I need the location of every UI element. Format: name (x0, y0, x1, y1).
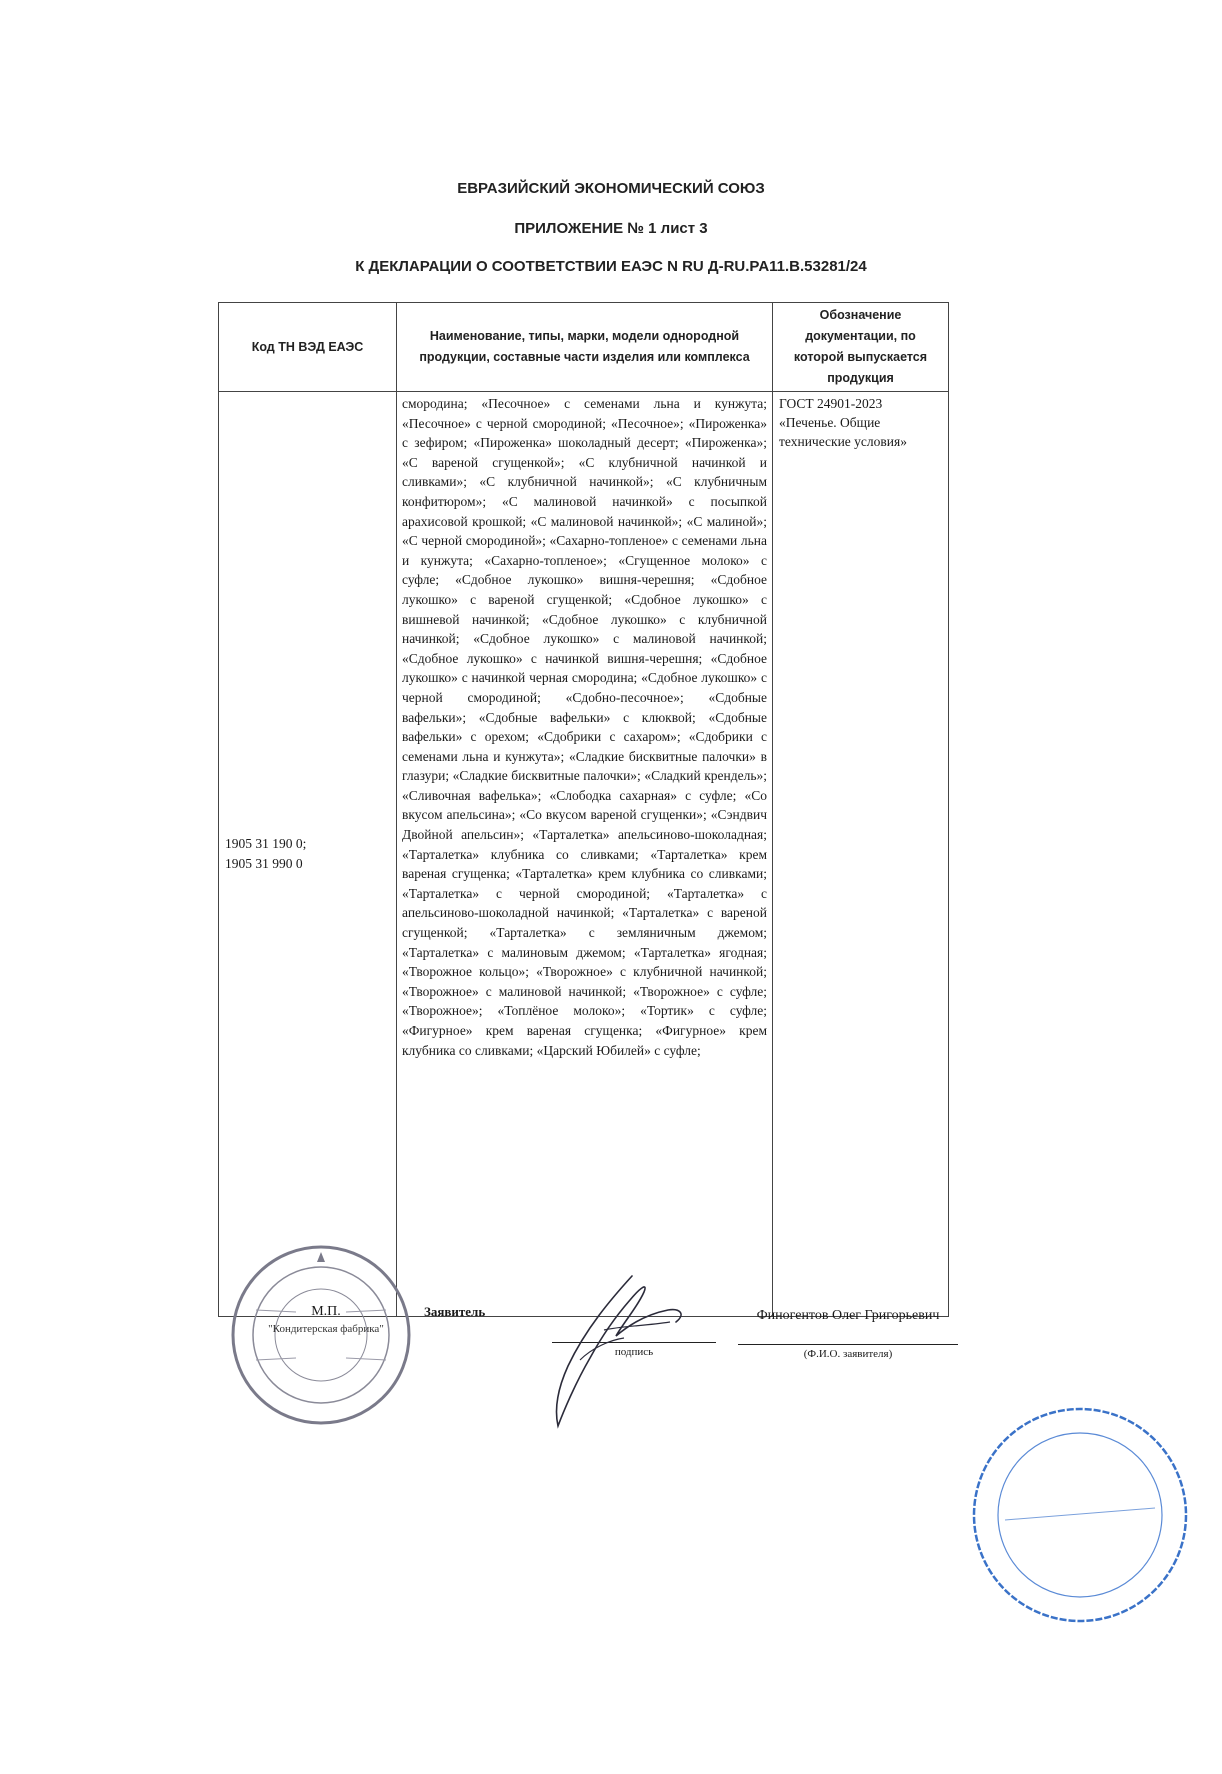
cell-document: ГОСТ 24901-2023 «Печенье. Общие технические условия» (773, 392, 949, 1317)
header-appendix: ПРИЛОЖЕНИЕ № 1 лист 3 (514, 220, 708, 237)
signature-caption: подпись (614, 1346, 654, 1358)
cell-products (397, 392, 773, 1317)
seal-org-name: "Кондитерская фабрика" (268, 1323, 384, 1335)
code-2: 1905 31 990 0 (225, 856, 303, 871)
fio-caption: (Ф.И.О. заявителя) (803, 1348, 893, 1360)
table-row (219, 392, 949, 1317)
declaration-table (218, 302, 949, 1317)
table-header-row (219, 303, 949, 392)
handwritten-signature (520, 1270, 710, 1440)
header-document: Обозначение документации, по которой выпускается продукция (773, 303, 949, 392)
header-declaration: К ДЕКЛАРАЦИИ О СООТВЕТСТВИИ ЕАЭС N RU Д-RU.PA11.B.53281/24 (355, 258, 867, 275)
products-text: смородина; «Песочное» с семенами льна и кунжута; «Песочное» с черной смородиной; «Песочное»; «Пироженка» с зефиром; «Пироженка» шоколадный десерт; «Пироженка»; «С вареной сгущенкой»; «С клубничной начинкой и сливками»; «С клубничной начинкой»; «С клубничным конфитюром»; «С малиновой начинкой» с посыпкой арахисовой крошкой; «С малиновой начинкой»; «С малиной»; «С черной смородиной»; «Сахарно-топленое» с семенами льна и кунжута; «Сахарно-топленое»; «Сгущенное молоко» с суфле; «Сдобное лукошко» вишня-черешня; «Сдобное лукошко» с вареной сгущенкой; «Сдобное лукошко» с вишневой начинкой; «Сдобное лукошко» с клубничной начинкой; «Сдобное лукошко» с малиновой начинкой; «Сдобное лукошко» с начинкой вишня-черешня; «Сдобное лукошко» с начинкой черная смородина; «Сдобное лукошко» с черной смородиной; «Сдобно-песочное»; «Сдобные вафельки»; «Сдобные вафельки» с клюквой; «Сдобные вафельки» с орехом; «Сдобрики с сахаром»; «Сдобрики с семенами льна и кунжута»; «Сладкие бисквитные палочки» в глазури; «Сладкие бисквитные палочки»; «Сладкий крендель»; «Сливочная вафелька»; «Слободка сахарная» с суфле; «Со вкусом апельсина»; «Со вкусом вареной сгущенки»; «Сэндвич Двойной апельсин»; «Тарталетка» апельсиново-шоколадная; «Тарталетка» клубника со сливками; «Тарталетка» крем вареная сгущенка; «Тарталетка» крем клубника со сливками; «Тарталетка» с черной смородиной; «Тарталетка» с апельсиново-шоколадной начинкой; «Тарталетка» с вареной сгущенкой; «Тарталетка» с земляничным джемом; «Тарталетка» с малиновым джемом; «Тарталетка» ягодная; «Творожное кольцо»; «Творожное» с клубничной начинкой; «Творожное» с малиновой начинкой; «Творожное» с суфле; «Творожное»; «Топлёное молоко»; «Тортик» с суфле; «Фигурное» крем вареная сгущенка; «Фигурное» крем клубника со сливками; «Царский Юбилей» с суфле; (402, 396, 767, 1058)
mp-label: М.П. (311, 1304, 341, 1319)
applicant-fio: Финогентов Олег Григорьевич (756, 1308, 940, 1323)
cell-codes (219, 392, 397, 1317)
header-name: Наименование, типы, марки, модели однородной продукции, составные части изделия или комплекса (397, 303, 773, 392)
fio-line (738, 1344, 958, 1345)
certificates-stamp (965, 1400, 1195, 1630)
applicant-label: Заявитель (424, 1304, 486, 1319)
code-1: 1905 31 190 0; (225, 836, 307, 851)
header-union: ЕВРАЗИЙСКИЙ ЭКОНОМИЧЕСКИЙ СОЮЗ (457, 180, 765, 197)
header-code: Код ТН ВЭД ЕАЭС (219, 303, 397, 392)
